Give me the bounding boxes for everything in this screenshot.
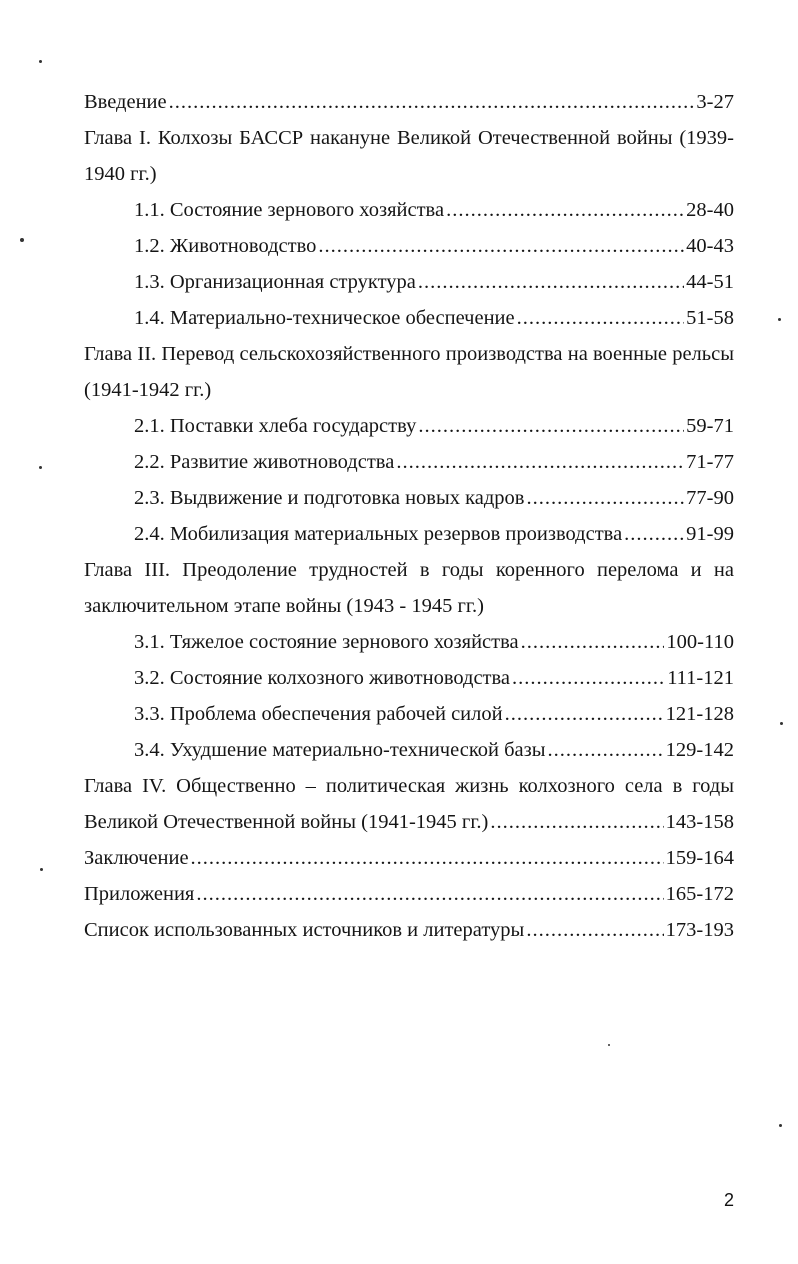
dot-leader [517,300,685,336]
toc-entry-appendices [84,876,734,912]
toc-entry-pages: 51-58 [686,307,734,329]
toc-entry-3-4 [84,732,734,768]
dot-leader [490,804,663,840]
scan-speck [20,238,24,242]
dot-leader [196,876,663,912]
toc-entry-pages: 173-193 [665,919,734,941]
dot-leader [527,480,685,516]
dot-leader [521,624,665,660]
dot-leader [396,444,684,480]
toc-entry-pages: 165-172 [665,883,734,905]
toc-entry-pages: 100-110 [666,631,734,653]
scan-speck [780,722,783,725]
chapter-2-title: Глава II. Перевод сельскохозяйственного производства на военные рельсы (1941-1942 гг.) [84,343,734,401]
toc-entry-pages: 91-99 [686,523,734,545]
toc-entry-1-1 [84,192,734,228]
toc-entry-label: 2.4. Мобилизация материальных резервов производства [134,523,623,545]
toc-entry-label: 3.3. Проблема обеспечения рабочей силой [134,703,503,725]
toc-entry-label: Введение [84,91,167,113]
scan-speck [39,60,42,63]
toc-entry-2-4 [84,516,734,552]
dot-leader [548,732,664,768]
toc-entry-pages: 111-121 [667,667,734,689]
chapter-4-title-line-1: Глава IV. Общественно – политическая жизнь колхозного села в годы [84,775,734,797]
toc-entry-2-3 [84,480,734,516]
dot-leader [169,84,695,120]
toc-entry-label: 3.1. Тяжелое состояние зернового хозяйства [134,631,519,653]
toc-entry-label: 1.3. Организационная структура [134,271,416,293]
toc-entry-1-2 [84,228,734,264]
toc-entry-label: Приложения [84,883,195,905]
toc-entry-pages: 3-27 [696,91,734,113]
toc-entry-introduction [84,84,734,120]
toc-entry-pages: 159-164 [665,847,734,869]
toc-entry-1-3 [84,264,734,300]
toc-entry-bibliography [84,912,734,948]
scan-speck [779,1124,782,1127]
toc-entry-label: 3.4. Ухудшение материально-технической базы [134,739,546,761]
toc-entry-label: 2.3. Выдвижение и подготовка новых кадров [134,487,525,509]
dot-leader [526,912,663,948]
dot-leader [418,408,684,444]
toc-entry-label: 1.2. Животноводство [134,235,317,257]
toc-entry-pages: 71-77 [686,451,734,473]
toc-entry-label: 2.2. Развитие животноводства [134,451,395,473]
toc-entry-pages: 143-158 [665,811,734,833]
toc-entry-1-4 [84,300,734,336]
dot-leader [505,696,664,732]
dot-leader [512,660,665,696]
toc-entry-label: 1.4. Материально-техническое обеспечение [134,307,515,329]
scan-speck [39,466,42,469]
toc-entry-label: 3.2. Состояние колхозного животноводства [134,667,511,689]
toc-entry-3-2 [84,660,734,696]
toc-entry-2-2 [84,444,734,480]
toc-entry-pages: 77-90 [686,487,734,509]
toc-entry-pages: 40-43 [686,235,734,257]
scan-speck [778,318,781,321]
toc-entry-label: Список использованных источников и литературы [84,919,525,941]
toc-entry-2-1 [84,408,734,444]
scan-speck [40,868,43,871]
toc-entry-pages: 59-71 [686,415,734,437]
toc-entry-conclusion [84,840,734,876]
toc-entry-pages: 129-142 [665,739,734,761]
dot-leader [418,264,684,300]
chapter-1-title: Глава I. Колхозы БАССР накануне Великой Отечественной войны (1939-1940 гг.) [84,127,734,185]
toc-entry-chapter-4 [84,804,734,840]
toc-entry-pages: 44-51 [686,271,734,293]
toc-entry-3-3 [84,696,734,732]
page-number: 2 [724,1190,735,1210]
toc-entry-pages: 28-40 [686,199,734,221]
dot-leader [191,840,664,876]
dot-leader [624,516,684,552]
chapter-3-title: Глава III. Преодоление трудностей в годы коренного перелома и на заключительном этапе войны (1943 - 1945 гг.) [84,559,734,617]
toc-entry-3-1 [84,624,734,660]
scan-speck [608,1044,610,1046]
toc-entry-label: 1.1. Состояние зернового хозяйства [134,199,445,221]
toc-entry-label: Заключение [84,847,189,869]
toc-entry-pages: 121-128 [665,703,734,725]
chapter-4-title-line-2: Великой Отечественной войны (1941-1945 гг.) [84,811,489,833]
dot-leader [446,192,684,228]
dot-leader [318,228,684,264]
toc-entry-label: 2.1. Поставки хлеба государству [134,415,417,437]
table-of-contents [84,84,734,948]
